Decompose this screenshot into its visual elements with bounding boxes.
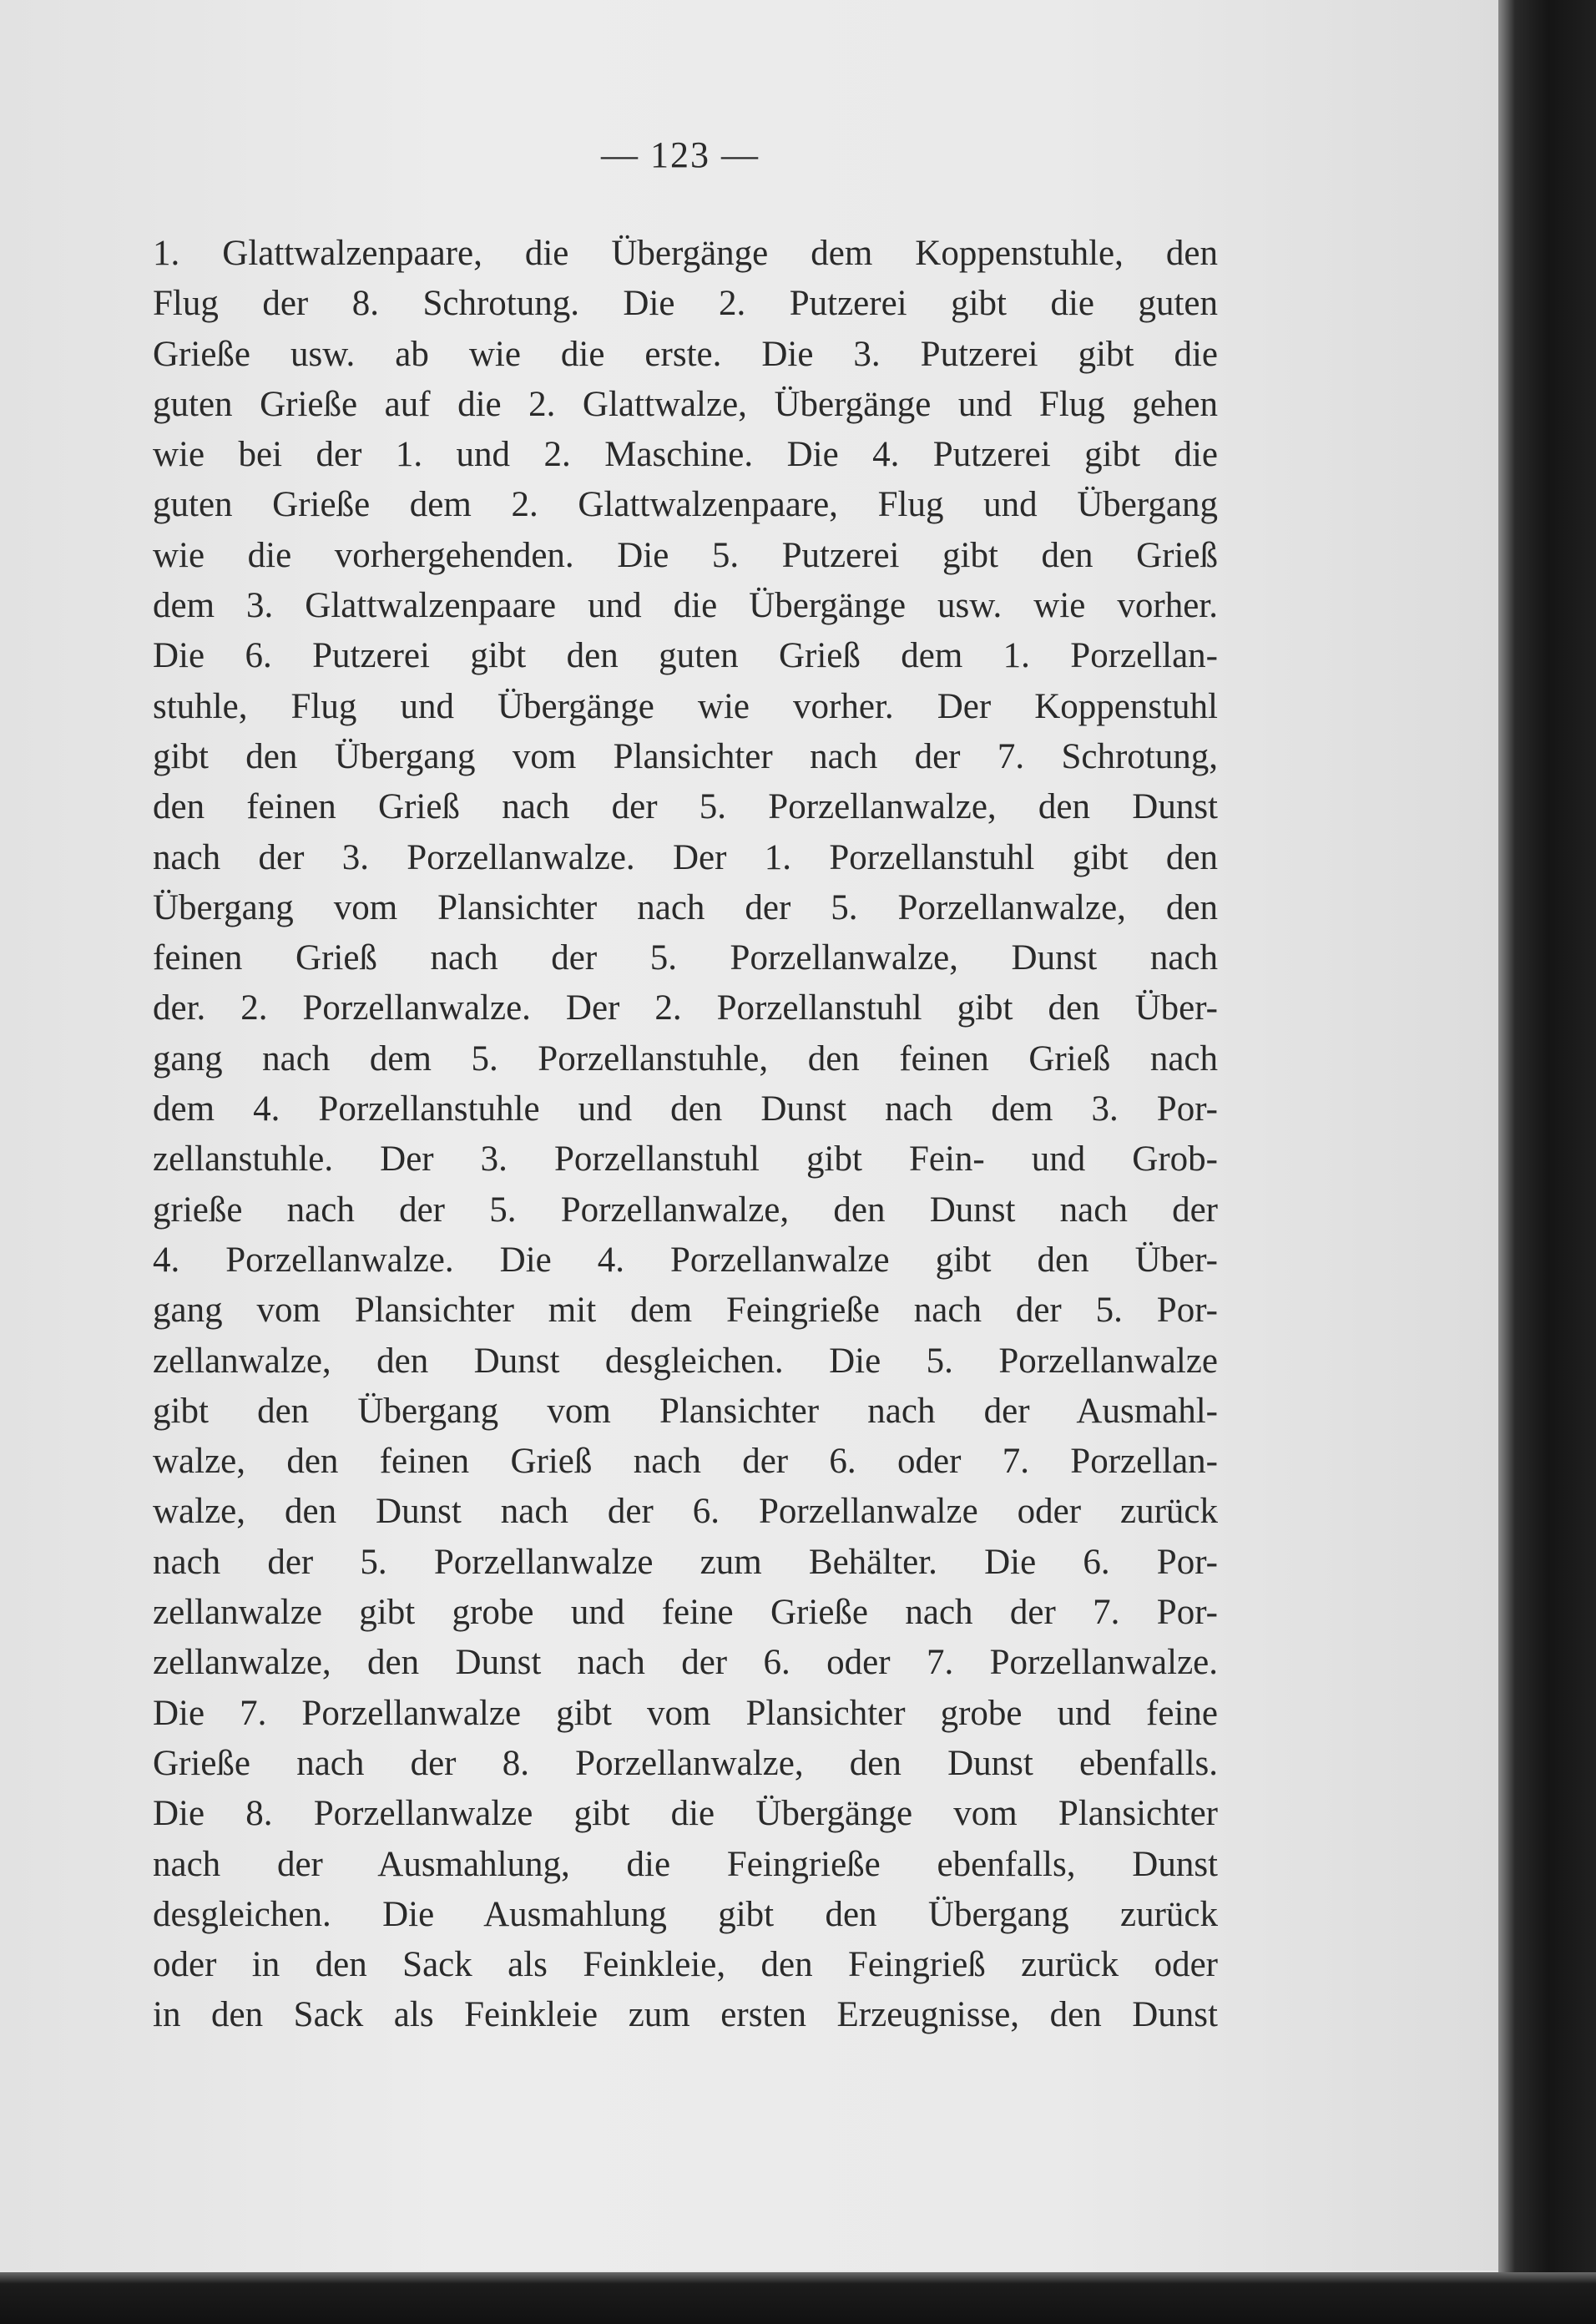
text-line: Die 6. Putzerei gibt den guten Grieß dem 1. Porzellan-	[153, 636, 1218, 676]
text-line: grieße nach der 5. Porzellanwalze, den Dunst nach der	[153, 1190, 1218, 1230]
text-line: guten Grieße dem 2. Glattwalzenpaare, Flug und Übergang	[153, 485, 1218, 525]
text-line: gang vom Plansichter mit dem Feingrieße nach der 5. Por-	[153, 1291, 1218, 1331]
text-line: gibt den Übergang vom Plansichter nach der Ausmahl-	[153, 1391, 1218, 1431]
text-line: zellanwalze, den Dunst nach der 6. oder 7. Porzellanwalze.	[153, 1643, 1218, 1683]
text-line: oder in den Sack als Feinkleie, den Feingrieß zurück oder	[153, 1945, 1218, 1985]
text-line: walze, den Dunst nach der 6. Porzellanwalze oder zurück	[153, 1492, 1218, 1532]
text-line: stuhle, Flug und Übergänge wie vorher. Der Koppenstuhl	[153, 686, 1218, 726]
text-line: guten Grieße auf die 2. Glattwalze, Übergänge und Flug gehen	[153, 384, 1218, 424]
text-line: zellanwalze gibt grobe und feine Grieße nach der 7. Por-	[153, 1593, 1218, 1633]
text-line: feinen Grieß nach der 5. Porzellanwalze, Dunst nach	[153, 938, 1218, 978]
text-line: 4. Porzellanwalze. Die 4. Porzellanwalze gibt den Über-	[153, 1240, 1218, 1280]
text-line: nach der Ausmahlung, die Feingrieße ebenfalls, Dunst	[153, 1844, 1218, 1884]
text-line: in den Sack als Feinkleie zum ersten Erzeugnisse, den Dunst	[153, 1995, 1218, 2035]
text-line: dem 3. Glattwalzenpaare und die Übergänge usw. wie vorher.	[153, 586, 1218, 626]
text-line: walze, den feinen Grieß nach der 6. oder 7. Porzellan-	[153, 1442, 1218, 1482]
body-text	[153, 229, 1218, 2041]
text-line: zellanstuhle. Der 3. Porzellanstuhl gibt Fein- und Grob-	[153, 1139, 1218, 1180]
text-line: gibt den Übergang vom Plansichter nach der 7. Schrotung,	[153, 736, 1218, 776]
text-line: dem 4. Porzellanstuhle und den Dunst nach dem 3. Por-	[153, 1089, 1218, 1129]
text-line: Grieße usw. ab wie die erste. Die 3. Putzerei gibt die	[153, 334, 1218, 374]
text-line: nach der 3. Porzellanwalze. Der 1. Porzellanstuhl gibt den	[153, 837, 1218, 877]
text-line: Die 7. Porzellanwalze gibt vom Plansichter grobe und feine	[153, 1693, 1218, 1733]
text-line: Die 8. Porzellanwalze gibt die Übergänge vom Plansichter	[153, 1794, 1218, 1834]
text-line: Übergang vom Plansichter nach der 5. Porzellanwalze, den	[153, 887, 1218, 927]
text-line: den feinen Grieß nach der 5. Porzellanwalze, den Dunst	[153, 787, 1218, 827]
scan-edge-bottom	[0, 2272, 1596, 2324]
text-line: nach der 5. Porzellanwalze zum Behälter. Die 6. Por-	[153, 1542, 1218, 1582]
text-line: der. 2. Porzellanwalze. Der 2. Porzellanstuhl gibt den Über-	[153, 988, 1218, 1028]
page-number: — 123 —	[601, 134, 760, 175]
text-line: wie bei der 1. und 2. Maschine. Die 4. Putzerei gibt die	[153, 435, 1218, 475]
text-line: desgleichen. Die Ausmahlung gibt den Übergang zurück	[153, 1894, 1218, 1934]
text-line: Flug der 8. Schrotung. Die 2. Putzerei gibt die guten	[153, 284, 1218, 324]
text-line: zellanwalze, den Dunst desgleichen. Die 5. Porzellanwalze	[153, 1341, 1218, 1381]
scan-edge-right	[1498, 0, 1596, 2324]
text-line: Grieße nach der 8. Porzellanwalze, den Dunst ebenfalls.	[153, 1743, 1218, 1783]
text-line: gang nach dem 5. Porzellanstuhle, den feinen Grieß nach	[153, 1038, 1218, 1079]
text-line: wie die vorhergehenden. Die 5. Putzerei gibt den Grieß	[153, 535, 1218, 575]
text-line: 1. Glattwalzenpaare, die Übergänge dem Koppenstuhle, den	[153, 234, 1218, 273]
